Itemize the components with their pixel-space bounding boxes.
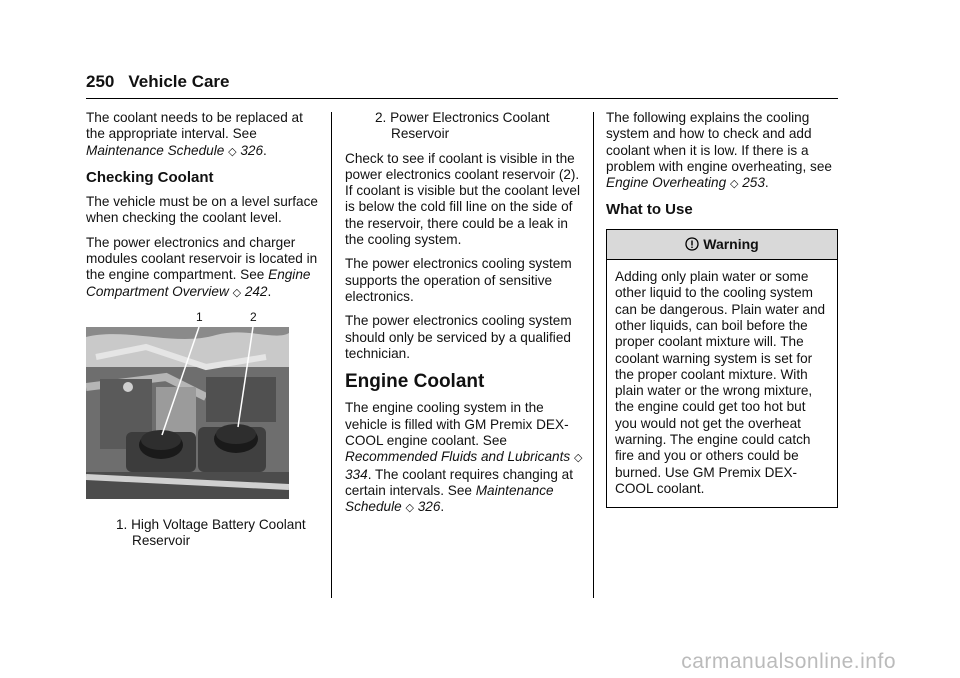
checking-paragraph-2: The power electronics and charger modules coolant reservoir is located in the engine compartment. See Engine Compartment Overview ◇ 242. (86, 234, 318, 299)
engine-compartment-photo (86, 309, 289, 499)
page-ref-icon: ◇ (232, 286, 242, 299)
xref-link[interactable]: Engine Compartment Overview (86, 267, 311, 299)
page-number: 250 (86, 72, 115, 91)
checking-paragraph-1: The vehicle must be on a level surface when checking the coolant level. (86, 194, 318, 226)
paragraph-1: The following explains the cooling system and how to check and add coolant when it is low. If there is a problem with engine overheating, see Engine Overheating ◇ 253. (606, 110, 832, 191)
column-3 (606, 110, 838, 508)
page-header (86, 72, 230, 92)
callout-list-2 (365, 110, 583, 143)
watermark: carmanualsonline.info (681, 650, 896, 673)
section-title: Vehicle Care (128, 72, 230, 91)
page-ref-icon: ◇ (573, 452, 583, 465)
warning-header (607, 230, 837, 260)
xref-link[interactable]: Maintenance Schedule (86, 142, 225, 158)
paragraph-3: The power electronics cooling system should only be serviced by a qualified technician. (345, 313, 572, 361)
paragraph-1: Check to see if coolant is visible in the power electronics coolant reservoir (2). If coolant is visible but the coolant level is below the cold fill line on the side of the reservoir, there could be a leak in the cooling system. (345, 150, 581, 248)
warning-icon (685, 237, 699, 251)
callout-list-1 (106, 517, 322, 550)
intro-paragraph: The coolant needs to be replaced at the appropriate interval. See Maintenance Schedule ◇ 326. (86, 110, 303, 158)
paragraph-2: The power electronics cooling system supports the operation of sensitive electronics. (345, 256, 572, 304)
xref-link[interactable]: Engine Overheating (606, 175, 727, 191)
list-item: 2. Power Electronics Coolant Reservoir (375, 110, 550, 142)
callout-1: 1 (196, 309, 203, 324)
xref-link[interactable]: Maintenance Schedule (345, 482, 554, 515)
page-ref-icon: ◇ (729, 178, 739, 191)
page-ref-icon: ◇ (405, 502, 414, 515)
column-1 (86, 110, 322, 558)
header-rule (86, 98, 838, 99)
list-item: 1. High Voltage Battery Coolant Reservoir (116, 516, 306, 549)
engine-coolant-heading: Engine Coolant (345, 371, 485, 393)
warning-box (606, 229, 838, 508)
column-divider-2 (593, 112, 594, 598)
column-divider-1 (331, 112, 332, 598)
warning-body: Adding only plain water or some other liquid to the cooling system can be dangerous. Plain water and other liquids, can boil before the proper coolant mixture will. The coolant warning system is set for the proper coolant mixture. With plain water or the wrong mixture, the engine could get too hot but you would not get the overheat warning. The engine could catch fire and you or others could be burned. Use GM Premix DEX-COOL coolant. (615, 269, 826, 496)
checking-coolant-heading: Checking Coolant (86, 168, 214, 186)
paragraph-4: The engine cooling system in the vehicle is filled with GM Premix DEX-COOL engine coolant. See Recommended Fluids and Lubricants ◇ 334. The coolant requires changing at certain intervals. See Maintenance Schedule ◇ 326. (345, 400, 583, 515)
column-2 (345, 110, 583, 525)
engine-illustration (86, 327, 289, 499)
page-ref-icon: ◇ (228, 145, 237, 158)
xref-link[interactable]: Recommended Fluids and Lubricants (345, 449, 571, 465)
what-to-use-heading: What to Use (606, 201, 693, 219)
warning-title: Warning (703, 235, 759, 252)
callout-2: 2 (250, 309, 257, 324)
